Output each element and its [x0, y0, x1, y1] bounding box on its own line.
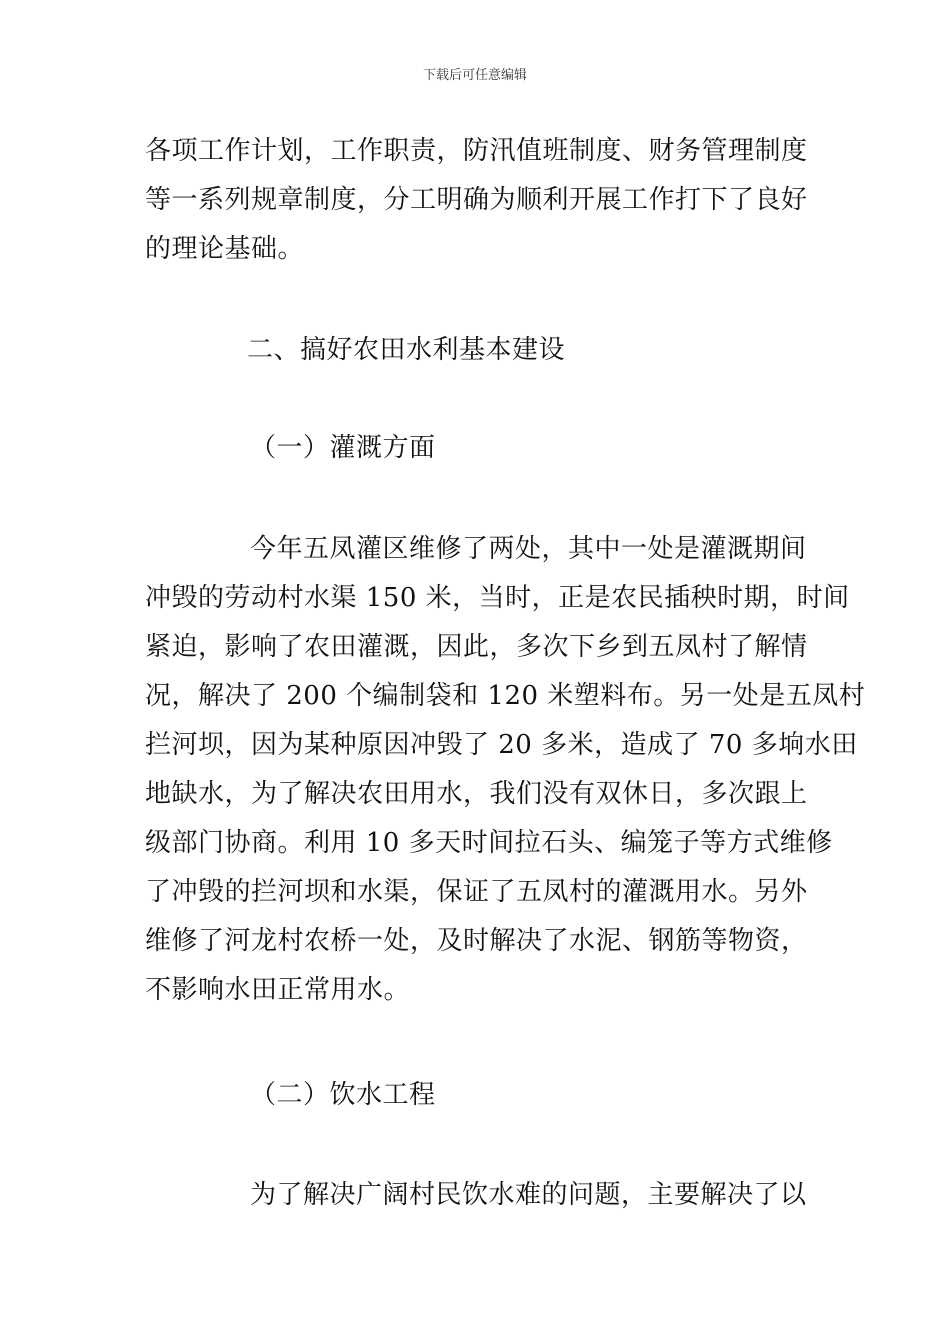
- paragraph-line: 地缺水，为了解决农田用水，我们没有双休日，多次跟上: [145, 779, 808, 809]
- paragraph-line: 紧迫，影响了农田灌溉，因此，多次下乡到五凤村了解情: [145, 632, 808, 662]
- paragraph-line: 级部门协商。利用 10 多天时间拉石头、编笼子等方式维修: [145, 828, 833, 858]
- paragraph-line: 等一系列规章制度，分工明确为顺利开展工作打下了良好: [145, 185, 808, 215]
- paragraph-line: 冲毁的劳动村水渠 150 米，当时，正是农民插秧时期，时间: [145, 583, 850, 613]
- paragraph-line: 况，解决了 200 个编制袋和 120 米塑料布。另一处是五凤村: [145, 681, 866, 711]
- page-header-note: 下载后可任意编辑: [422, 68, 527, 83]
- paragraph-line: 拦河坝，因为某种原因冲毁了 20 多米，造成了 70 多垧水田: [145, 730, 858, 760]
- paragraph-line: 各项工作计划，工作职责，防汛值班制度、财务管理制度: [145, 136, 808, 166]
- paragraph-line: 不影响水田正常用水。: [145, 975, 411, 1005]
- subsection-heading: （二）饮水工程: [250, 1080, 436, 1110]
- section-heading: 二、搞好农田水利基本建设: [247, 335, 566, 365]
- paragraph-line: 今年五凤灌区维修了两处，其中一处是灌溉期间: [250, 534, 807, 564]
- paragraph-line: 为了解决广阔村民饮水难的问题，主要解决了以: [250, 1180, 807, 1210]
- paragraph-line: 的理论基础。: [145, 234, 305, 264]
- subsection-heading: （一）灌溉方面: [250, 433, 436, 463]
- paragraph-line: 了冲毁的拦河坝和水渠，保证了五凤村的灌溉用水。另外: [145, 877, 808, 907]
- paragraph-line: 维修了河龙村农桥一处，及时解决了水泥、钢筋等物资，: [145, 926, 808, 956]
